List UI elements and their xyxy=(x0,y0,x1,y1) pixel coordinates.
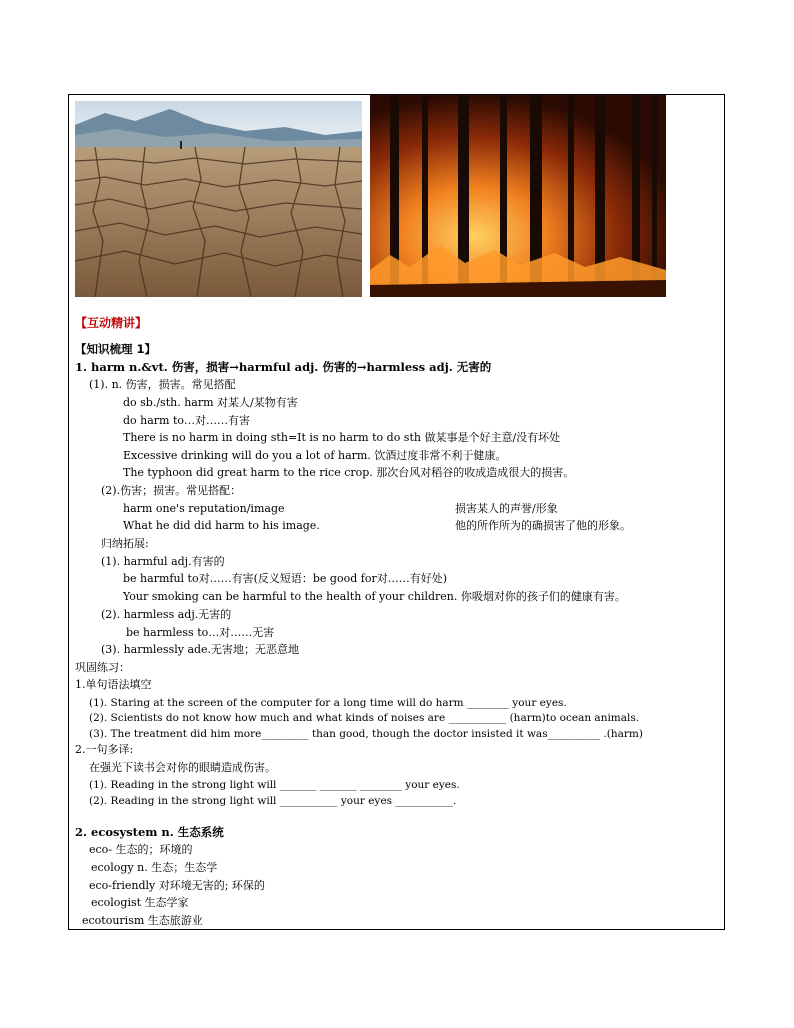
item1-expand: 归纳拓展: xyxy=(101,537,149,550)
forest-fire-photo xyxy=(370,95,666,297)
item1-line1: do sb./sth. harm 对某人/某物有害 xyxy=(123,396,298,409)
item1-line4: Excessive drinking will do you a lot of harm. 饮酒过度非常不利于健康。 xyxy=(123,449,507,462)
item1-sub2: (2).伤害；损害。常见搭配： xyxy=(101,484,242,497)
item1-heading: 1. harm n.&vt. 伤害，损害→harmful adj. 伤害的→harmless adj. 无害的 xyxy=(75,360,492,374)
practice-2-title: 2.一句多译: xyxy=(75,743,134,756)
practice-1b: (2). Scientists do not know how much and what kinds of noises are ___________ (harm)to ocean animals. xyxy=(89,712,640,724)
section-title: 【互动精讲】 xyxy=(75,316,148,330)
item2-heading: 2. ecosystem n. 生态系统 xyxy=(75,825,224,839)
item1-line2: do harm to…对……有害 xyxy=(123,414,251,427)
drought-photo xyxy=(75,101,362,297)
item1-expand-1: (1). harmful adj.有害的 xyxy=(101,555,225,568)
item1-line6a: harm one's reputation/image xyxy=(123,502,285,515)
item1-expand-5: be harmless to…对……无害 xyxy=(126,626,275,639)
practice-1c: (3). The treatment did him more_________ than good, though the doctor insisted it was__________ .(harm) xyxy=(89,728,643,740)
item1-expand-4: (2). harmless adj.无害的 xyxy=(101,608,232,621)
item2-line5: ecotourism 生态旅游业 xyxy=(82,914,203,927)
item2-line3: eco-friendly 对环境无害的; 环保的 xyxy=(89,879,265,892)
item1-expand-6: (3). harmlessly ade.无害地；无恶意地 xyxy=(101,643,300,656)
item2-line1: eco- 生态的；环境的 xyxy=(89,843,193,856)
item1-expand-3: Your smoking can be harmful to the health of your children. 你吸烟对你的孩子们的健康有害。 xyxy=(123,590,626,603)
item1-line5: The typhoon did great harm to the rice crop. 那次台风对稻谷的收成造成很大的损害。 xyxy=(123,466,575,479)
practice-1-title: 1.单句语法填空 xyxy=(75,678,152,691)
practice-2a: (1). Reading in the strong light will _______ _______ ________ your eyes. xyxy=(89,779,460,791)
item1-line6b: 损害某人的声誉/形象 xyxy=(455,502,558,515)
item1-sub1: (1). n. 伤害，损害。常见搭配 xyxy=(89,378,236,391)
practice-1a: (1). Staring at the screen of the computer for a long time will do harm ________ your eyes. xyxy=(89,697,567,709)
drought-image xyxy=(75,101,362,297)
practice-title: 巩固练习： xyxy=(75,661,130,674)
item1-expand-2: be harmful to对……有害(反义短语：be good for对……有好处) xyxy=(123,572,447,585)
forest-fire-image xyxy=(370,95,666,297)
item2-line2: ecology n. 生态；生态学 xyxy=(91,861,218,874)
knowledge-title: 【知识梳理 1】 xyxy=(75,342,157,356)
practice-2-chinese: 在强光下读书会对你的眼睛造成伤害。 xyxy=(89,761,276,774)
item2-line4: ecologist 生态学家 xyxy=(91,896,189,909)
item1-line7b: 他的所作所为的确损害了他的形象。 xyxy=(455,519,631,532)
item1-line3: There is no harm in doing sth=It is no harm to do sth 做某事是个好主意/没有坏处 xyxy=(123,431,561,444)
item1-line7a: What he did did harm to his image. xyxy=(123,519,320,532)
practice-2b: (2). Reading in the strong light will ___________ your eyes ___________. xyxy=(89,795,457,807)
